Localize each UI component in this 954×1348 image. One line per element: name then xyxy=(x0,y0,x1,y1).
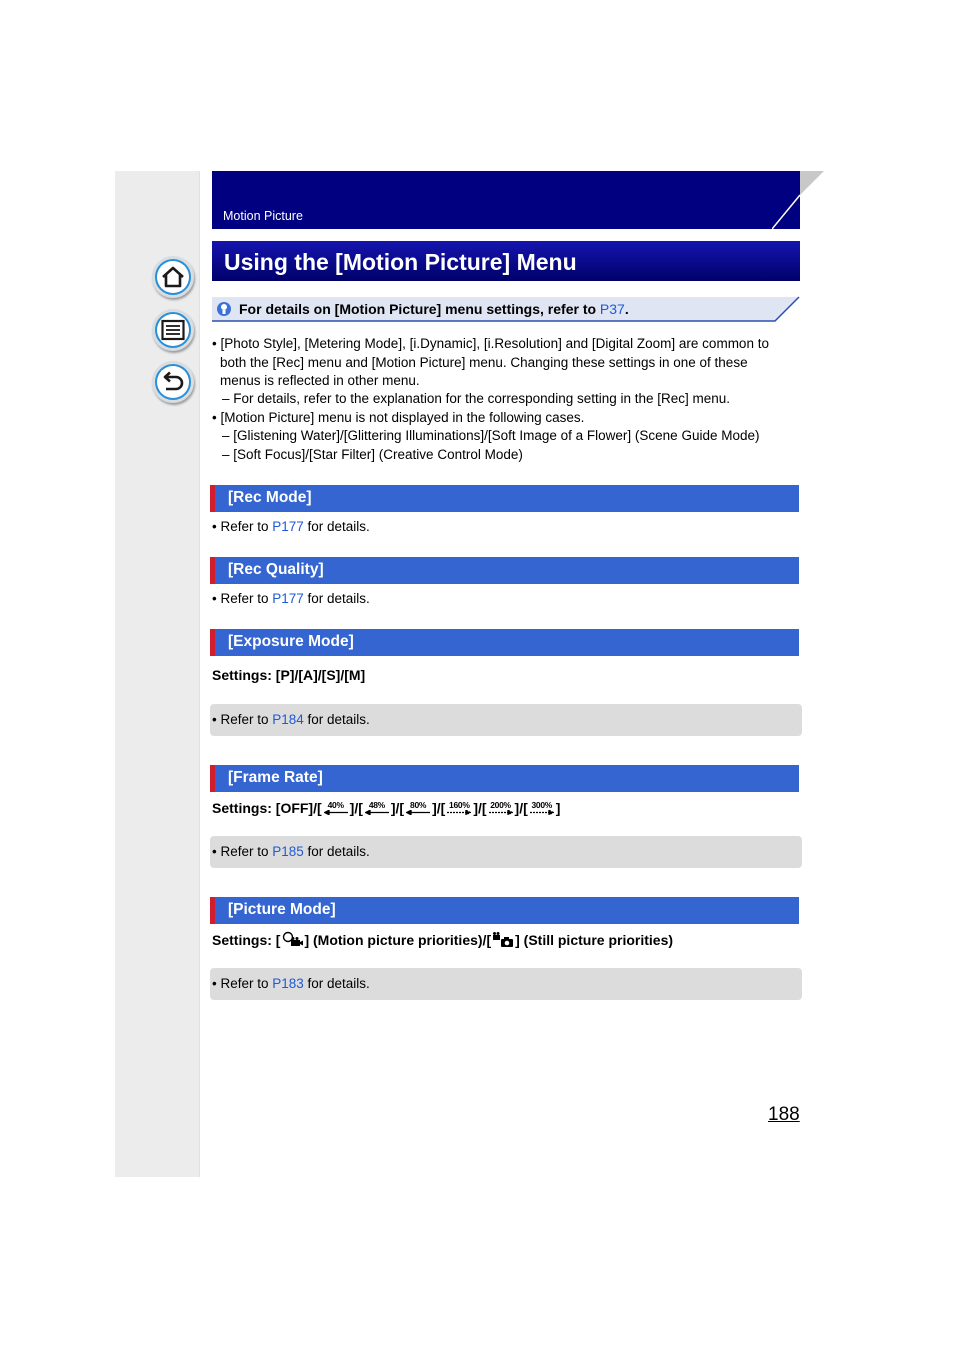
section-rec-mode xyxy=(210,485,799,512)
section-title: [Rec Mode] xyxy=(228,489,312,506)
ref-text: • Refer to xyxy=(212,844,273,859)
intro-line-2: both the [Rec] menu and [Motion Picture] menu. Changing these settings in one of these xyxy=(220,355,748,370)
home-button[interactable] xyxy=(152,256,194,298)
frame-rate-icon xyxy=(529,799,555,816)
ref-text-end: for details. xyxy=(303,976,370,991)
ref-text: • Refer to xyxy=(212,519,273,534)
exposure-ref-box xyxy=(210,704,802,736)
settings-label: Settings: [OFF]/[ xyxy=(212,799,322,816)
ref-link[interactable]: P184 xyxy=(272,712,304,727)
slow-arrow-icon xyxy=(406,810,430,815)
rec-quality-ref xyxy=(212,590,370,609)
settings-separator: ]/[ xyxy=(473,799,487,816)
contents-button[interactable] xyxy=(152,309,194,351)
section-frame-rate xyxy=(210,765,799,792)
slow-arrow-icon xyxy=(365,810,389,815)
ref-text-end: for details. xyxy=(303,712,370,727)
frame-rate-value: 160% xyxy=(449,799,470,810)
intro-line-3: menus is reflected in other menu. xyxy=(220,373,420,388)
section-rec-quality xyxy=(210,557,799,584)
settings-separator: ]/[ xyxy=(432,799,446,816)
frame-rate-value: 40% xyxy=(327,799,344,810)
ref-text: • Refer to xyxy=(212,976,273,991)
frame-rate-value: 300% xyxy=(531,799,553,810)
page-number: 188 xyxy=(768,1104,800,1125)
settings-separator: ]/[ xyxy=(349,799,363,816)
ref-link[interactable]: P177 xyxy=(272,591,304,606)
note-label: For details on [Motion Picture] menu settings, refer to xyxy=(239,301,600,317)
section-title: [Picture Mode] xyxy=(228,901,336,918)
frame-rate-ref xyxy=(212,843,370,862)
motion-picture-priority-icon xyxy=(281,931,303,948)
back-button[interactable] xyxy=(152,361,194,403)
settings-separator: ]/[ xyxy=(390,799,405,816)
frame-rate-value: 200% xyxy=(490,799,511,810)
ref-text-end: for details. xyxy=(303,844,370,859)
frame-rate-icon xyxy=(364,799,390,816)
frame-rate-icon xyxy=(405,799,431,816)
ref-link[interactable]: P185 xyxy=(272,844,304,859)
fast-arrow-icon xyxy=(530,810,554,815)
fast-arrow-icon xyxy=(447,810,471,815)
intro-line-6: – [Glistening Water]/[Glittering Illuminations]/[Soft Image of a Flower] (Scene Guide Mode) xyxy=(222,428,760,443)
frame-rate-settings xyxy=(212,799,560,816)
still-picture-priority-icon xyxy=(492,931,514,948)
fast-arrow-icon xyxy=(489,810,513,815)
back-arrow-icon xyxy=(160,369,186,395)
page-title: Using the [Motion Picture] Menu xyxy=(224,249,577,275)
rec-mode-ref xyxy=(212,518,370,537)
settings-end: ] xyxy=(555,799,561,816)
intro-line-5: • [Motion Picture] menu is not displayed in the following cases. xyxy=(212,410,585,425)
menu-list-icon xyxy=(160,317,186,343)
home-icon xyxy=(160,264,186,290)
section-exposure-mode xyxy=(210,629,799,656)
settings-label: Settings: [ xyxy=(212,931,281,948)
exposure-ref xyxy=(212,711,370,730)
breadcrumb: Motion Picture xyxy=(223,209,303,223)
ref-text-end: for details. xyxy=(303,519,370,534)
section-title: [Frame Rate] xyxy=(228,769,323,786)
section-picture-mode xyxy=(210,897,799,924)
intro-line-1: • [Photo Style], [Metering Mode], [i.Dynamic], [i.Resolution] and [Digital Zoom] are common to xyxy=(212,336,769,351)
section-title: [Rec Quality] xyxy=(228,561,324,578)
settings-text: ] (Motion picture priorities)/[ xyxy=(304,931,492,948)
section-title: [Exposure Mode] xyxy=(228,633,354,650)
frame-rate-icon xyxy=(488,799,514,816)
frame-rate-icon xyxy=(323,799,349,816)
exposure-settings: Settings: [P]/[A]/[S]/[M] xyxy=(212,667,366,683)
intro-line-4: – For details, refer to the explanation for the corresponding setting in the [Rec] menu. xyxy=(222,391,731,406)
note-end: . xyxy=(624,301,629,317)
picture-mode-ref-box xyxy=(210,968,802,1000)
note-link[interactable]: P37 xyxy=(599,301,625,317)
picture-mode-settings xyxy=(212,931,673,948)
ref-text: • Refer to xyxy=(212,591,273,606)
settings-separator: ]/[ xyxy=(514,799,528,816)
note-text xyxy=(239,301,629,317)
frame-rate-icon xyxy=(446,799,472,816)
frame-rate-value: 48% xyxy=(368,799,385,810)
ref-link[interactable]: P183 xyxy=(272,976,304,991)
ref-link[interactable]: P177 xyxy=(272,519,304,534)
slow-arrow-icon xyxy=(324,810,348,815)
ref-text-end: for details. xyxy=(303,591,370,606)
frame-rate-ref-box xyxy=(210,836,802,868)
settings-text-end: ] (Still picture priorities) xyxy=(515,931,674,948)
intro-line-7: – [Soft Focus]/[Star Filter] (Creative Control Mode) xyxy=(222,447,523,462)
frame-rate-value: 80% xyxy=(410,799,427,810)
header-corner-decoration xyxy=(772,171,824,231)
picture-mode-ref xyxy=(212,975,370,994)
ref-text: • Refer to xyxy=(212,712,273,727)
